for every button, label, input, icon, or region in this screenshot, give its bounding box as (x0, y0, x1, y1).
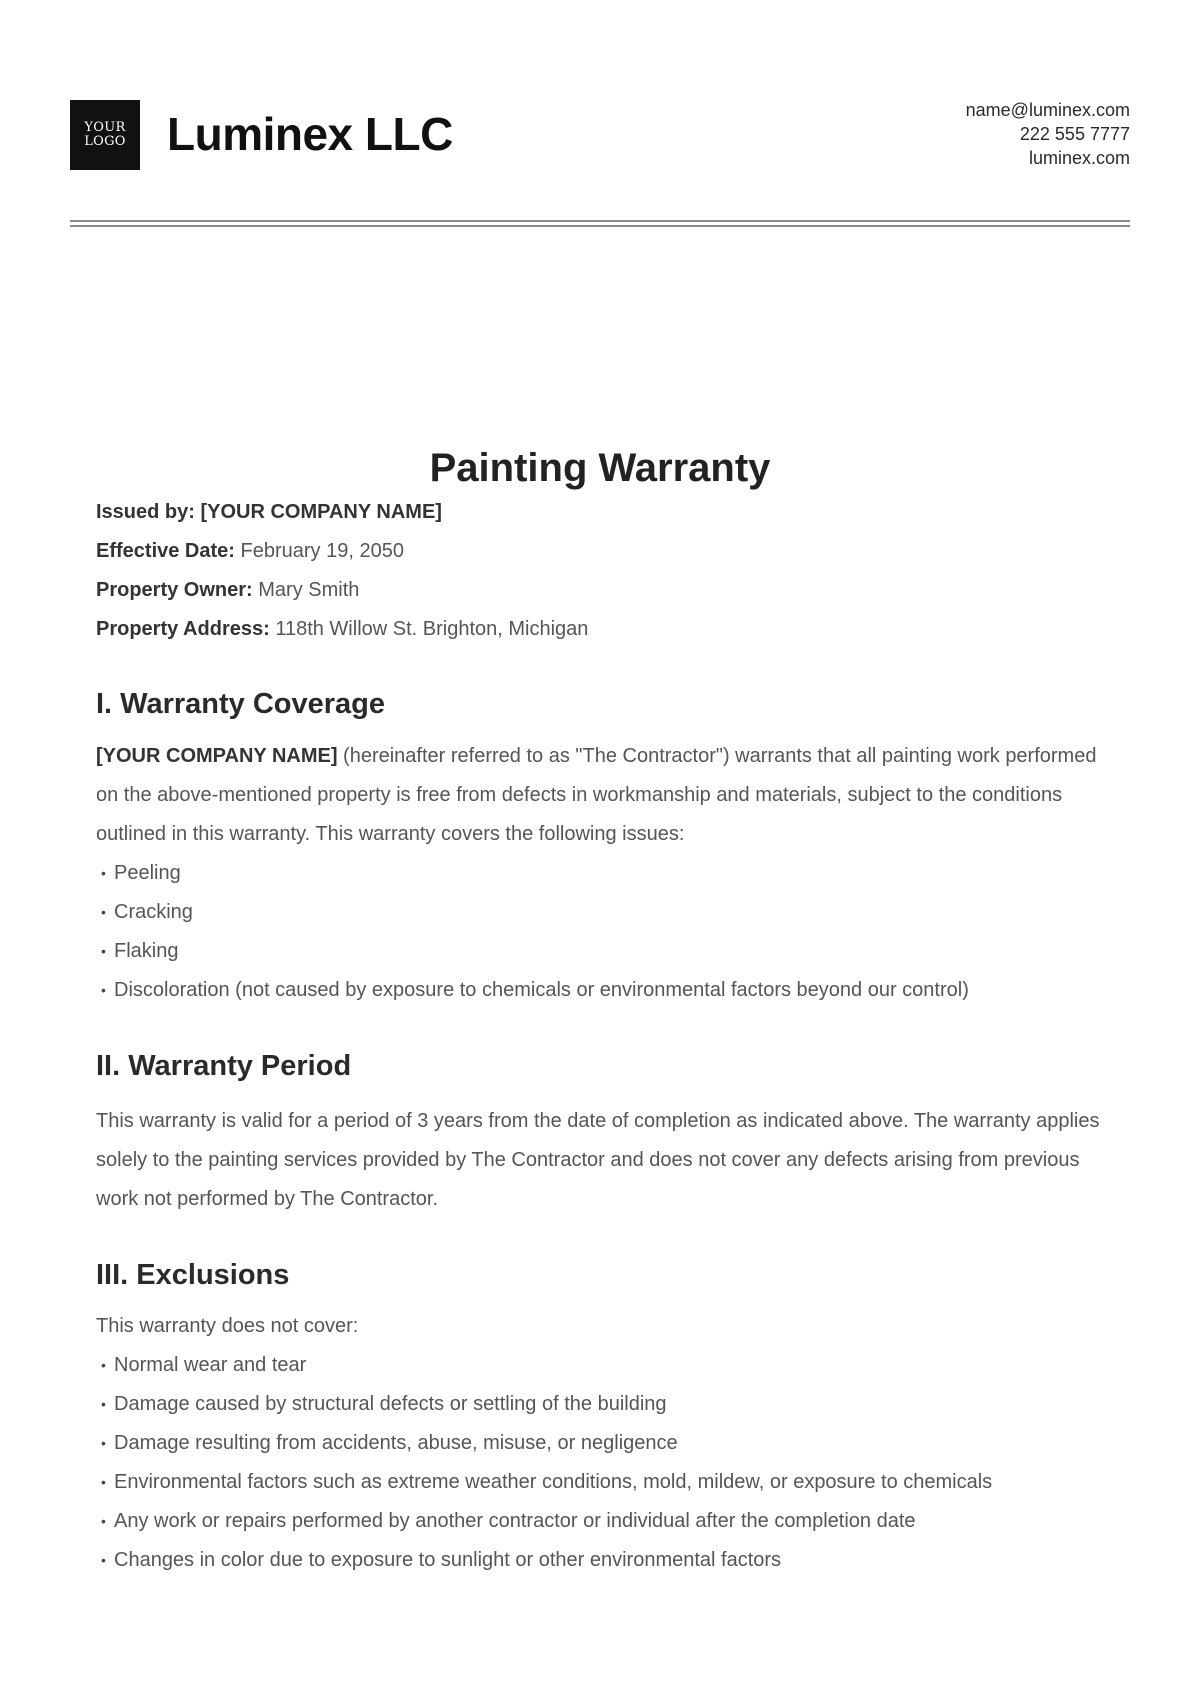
list-item: • Damage caused by structural defects or settling of the building (96, 1385, 1106, 1424)
company-logo (70, 100, 140, 170)
list-item: • Flaking (96, 932, 1106, 971)
list-item: • Any work or repairs performed by another contractor or individual after the completion date (96, 1502, 1106, 1541)
logo-text-line1: YOUR (84, 120, 126, 135)
coverage-intro-text: (hereinafter referred to as "The Contractor") warrants that all painting work performed on the above-mentioned property is free from defects in workmanship and materials, subject to the conditions outlined in this warranty. This warranty covers the following issues: (96, 745, 1097, 845)
property-address-label: Property Address: (96, 618, 270, 640)
list-item: • Changes in color due to exposure to sunlight or other environmental factors (96, 1541, 1106, 1580)
list-item: • Cracking (96, 893, 1106, 932)
property-owner-value: Mary Smith (258, 579, 360, 601)
list-item: • Normal wear and tear (96, 1346, 1106, 1385)
property-owner-label: Property Owner: (96, 579, 253, 601)
period-heading: II. Warranty Period (96, 1050, 352, 1082)
list-item: • Environmental factors such as extreme weather conditions, mold, mildew, or exposure to chemicals (96, 1463, 1106, 1502)
company-name: Luminex LLC (167, 108, 453, 160)
contact-phone: 222 555 7777 (1019, 124, 1130, 144)
effective-date-label: Effective Date: (96, 540, 235, 562)
issued-by-line (96, 493, 1106, 532)
list-item: • Damage resulting from accidents, abuse, misuse, or negligence (96, 1424, 1106, 1463)
contact-block (966, 98, 1130, 170)
effective-date-value: February 19, 2050 (240, 540, 404, 562)
list-item: • Discoloration (not caused by exposure to chemicals or environmental factors beyond our control) (96, 971, 1106, 1010)
coverage-company-placeholder: [YOUR COMPANY NAME] (96, 745, 338, 767)
property-address-line (96, 610, 1106, 649)
coverage-heading: I. Warranty Coverage (96, 688, 386, 720)
exclusions-intro: This warranty does not cover: (96, 1315, 359, 1337)
header-divider (70, 220, 1130, 227)
coverage-paragraph (96, 737, 1106, 854)
property-owner-line (96, 571, 1106, 610)
document-title: Painting Warranty (429, 446, 771, 490)
contact-email: name@luminex.com (965, 100, 1130, 120)
exclusions-heading: III. Exclusions (96, 1259, 290, 1291)
issued-by-label: Issued by: [YOUR COMPANY NAME] (96, 501, 442, 523)
contact-website: luminex.com (1028, 148, 1130, 168)
period-paragraph: This warranty is valid for a period of 3 years from the date of completion as indicated above. The warranty applies solely to the painting services provided by The Contractor and does not cover any defects arising from previous work not performed by The Contractor. (96, 1110, 1100, 1210)
property-address-value: 118th Willow St. Brighton, Michigan (275, 618, 589, 640)
document-body (96, 493, 1106, 1580)
list-item: • Peeling (96, 854, 1106, 893)
effective-date-line (96, 532, 1106, 571)
coverage-list (96, 854, 1106, 1010)
logo-text-line2: LOGO (84, 134, 126, 149)
exclusions-list (96, 1346, 1106, 1580)
